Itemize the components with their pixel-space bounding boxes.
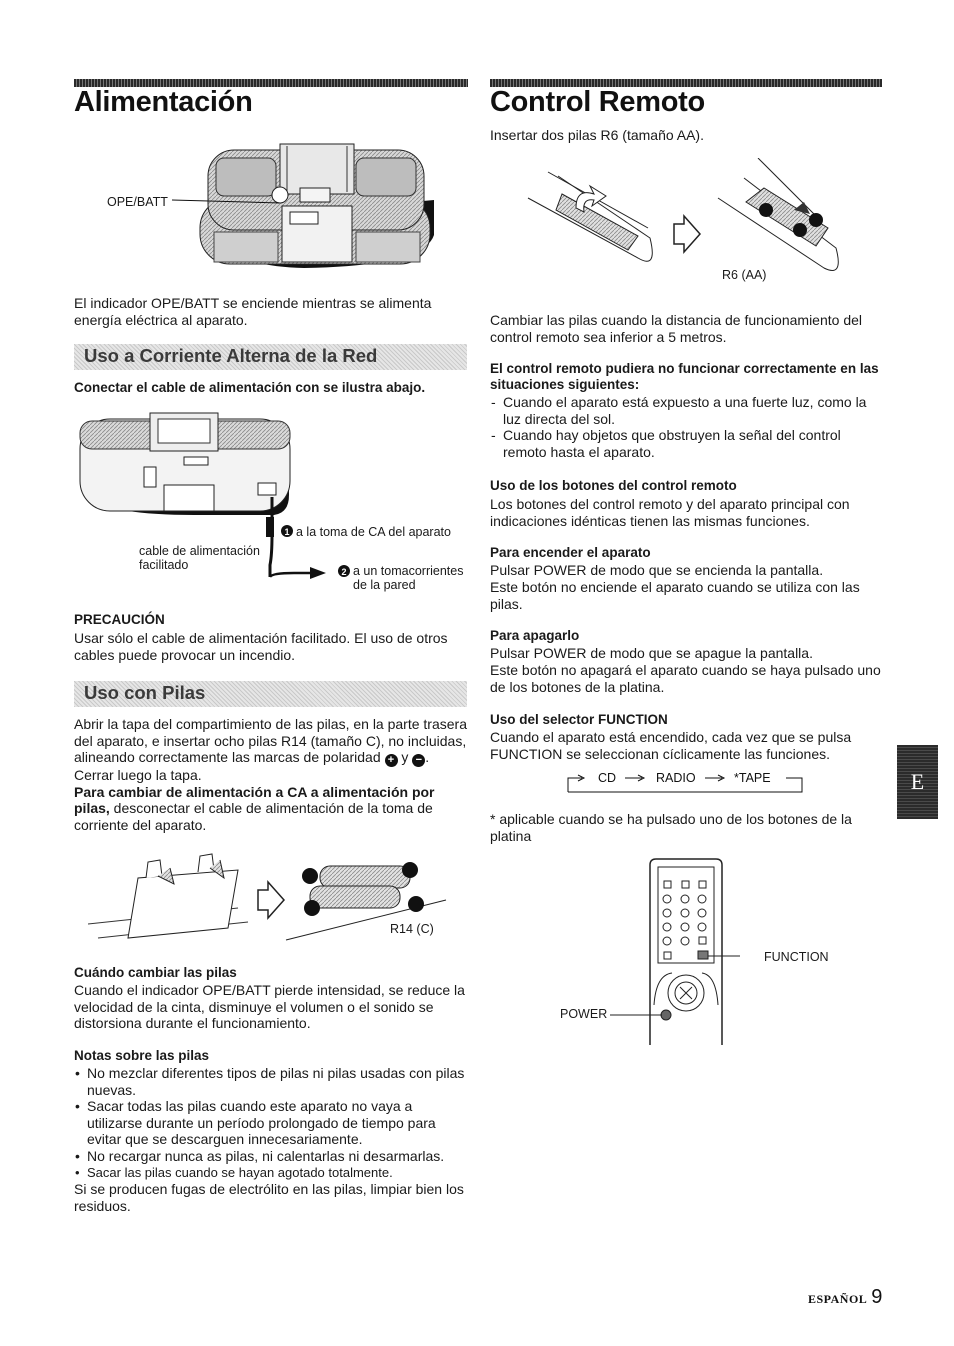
power-on-line1: Pulsar POWER de modo que se encienda la pantalla. bbox=[490, 562, 824, 578]
caution-text: Usar sólo el cable de alimentación facilitado. El uso de otros cables puede provocar un incendio. bbox=[74, 630, 448, 663]
notes-title: Notas sobre las pilas bbox=[74, 1048, 210, 1063]
list-item: - Cuando el aparato está expuesto a una fuerte luz, como la luz directa del sol. bbox=[490, 394, 884, 427]
callout-number-1: 1 bbox=[284, 527, 290, 537]
page-footer bbox=[808, 1286, 882, 1309]
remote-battery-illustration bbox=[518, 158, 868, 288]
language-side-tab bbox=[897, 745, 938, 819]
section-title-alimentacion: Alimentación bbox=[74, 86, 253, 118]
function-text: Cuando el aparato está encendido, cada vez que se pulsa FUNCTION se seleccionan cíclicamente las funciones. bbox=[490, 729, 852, 762]
cycle-step-cd: CD bbox=[598, 771, 617, 785]
ac-section-band bbox=[74, 344, 467, 370]
cycle-step-radio: RADIO bbox=[656, 771, 696, 785]
section-title-control-remoto: Control Remoto bbox=[490, 86, 705, 118]
ac-instruction: Conectar el cable de alimentación con se ilustra abajo. bbox=[74, 380, 426, 395]
function-cycle-diagram bbox=[560, 766, 810, 796]
battery-r14-label: R14 (C) bbox=[390, 922, 434, 936]
ac-label-1: a la toma de CA del aparato bbox=[296, 525, 451, 539]
function-note: * aplicable cuando se ha pulsado uno de los botones de la platina bbox=[490, 811, 852, 844]
ope-batt-intro: El indicador OPE/BATT se enciende mientras se alimenta energía eléctrica al aparato. bbox=[74, 295, 432, 328]
language-side-tab-letter: E bbox=[910, 769, 925, 794]
list-item: • No recargar nunca as pilas, ni calentarlas ni desarmarlas. bbox=[74, 1148, 468, 1165]
polarity-and: y bbox=[401, 749, 409, 766]
notes-list bbox=[74, 1065, 468, 1181]
notes-footer: Si se producen fugas de electrólito en las pilas, limpiar bien los residuos. bbox=[74, 1181, 464, 1214]
buttons-use-text: Los botones del control remoto y del aparato principal con indicaciones idénticas tienen las mismas funciones. bbox=[490, 496, 850, 529]
battery-switch-bold: Para cambiar de alimentación a CA a alimentación por pilas, bbox=[74, 783, 435, 817]
battery-text-end: . Cerrar luego la tapa. bbox=[74, 749, 430, 784]
ac-label-2-line2: de la pared bbox=[353, 578, 416, 592]
insert-batteries-text: Insertar dos pilas R6 (tamaño AA). bbox=[490, 127, 704, 143]
when-change-text: Cuando el indicador OPE/BATT pierde intensidad, se reduce la velocidad de la cinta, disminuye el volumen o el sonido se distorsiona durante el funcionamiento. bbox=[74, 982, 465, 1032]
list-item: • Sacar todas las pilas cuando este aparato no vaya a utilizarse durante un período prolongado de tiempo para evitar que se descarguen innecesariamente. bbox=[74, 1098, 468, 1148]
caution-title: PRECAUCIÓN bbox=[74, 612, 165, 627]
ope-batt-callout: OPE/BATT bbox=[107, 195, 168, 209]
function-title: Uso del selector FUNCTION bbox=[490, 712, 668, 727]
may-fail-list bbox=[490, 394, 884, 460]
list-item: - Cuando hay objetos que obstruyen la señal del control remoto hasta el aparato. bbox=[490, 427, 884, 460]
buttons-use-title: Uso de los botones del control remoto bbox=[490, 478, 737, 493]
battery-section-band bbox=[74, 681, 467, 707]
footer-language: ESPAÑOL bbox=[808, 1292, 868, 1306]
cycle-step-tape: *TAPE bbox=[734, 771, 771, 785]
battery-text: Abrir la tapa del compartimiento de las pilas, en la parte trasera del aparato, e insertar ocho pilas R14 (tamaño C), no incluidas, alineando correctamente las marcas de polaridad bbox=[74, 716, 467, 766]
power-on-title: Para encender el aparato bbox=[490, 545, 651, 560]
battery-text-block bbox=[74, 716, 470, 784]
power-off-line1: Pulsar POWER de modo que se apague la pantalla. bbox=[490, 645, 813, 661]
may-fail-title: El control remoto pudiera no funcionar correctamente en las situaciones siguientes: bbox=[490, 361, 879, 392]
cable-label-line1: cable de alimentación bbox=[139, 544, 260, 558]
battery-section-heading: Uso con Pilas bbox=[84, 682, 206, 703]
polarity-minus-icon: − bbox=[412, 754, 425, 767]
power-on-line2: Este botón no enciende el aparato cuando se utiliza con las pilas. bbox=[490, 579, 860, 612]
battery-switch-text: desconectar el cable de alimentación de la toma de corriente del aparato. bbox=[74, 800, 433, 833]
list-item: • No mezclar diferentes tipos de pilas ni pilas usadas con pilas nuevas. bbox=[74, 1065, 468, 1098]
function-button-label: FUNCTION bbox=[764, 950, 829, 964]
r6-label: R6 (AA) bbox=[722, 268, 767, 282]
callout-number-2: 2 bbox=[341, 567, 347, 577]
battery-instructions bbox=[74, 716, 470, 834]
power-button-label: POWER bbox=[560, 1007, 608, 1021]
power-off-title: Para apagarlo bbox=[490, 628, 580, 643]
remote-control-illustration bbox=[610, 855, 740, 1055]
change-remote-batteries: Cambiar las pilas cuando la distancia de funcionamiento del control remoto sea inferior a 5 metros. bbox=[490, 312, 862, 345]
battery-switch-block bbox=[74, 784, 470, 834]
cable-label-line2: facilitado bbox=[139, 558, 189, 572]
list-item: • Sacar las pilas cuando se hayan agotado totalmente. bbox=[74, 1165, 468, 1182]
page-number: 9 bbox=[871, 1286, 883, 1308]
ac-label-2-line1: a un tomacorrientes bbox=[353, 564, 464, 578]
when-change-title: Cuándo cambiar las pilas bbox=[74, 965, 237, 980]
ac-section-heading: Uso a Corriente Alterna de la Red bbox=[84, 345, 378, 366]
polarity-plus-icon: + bbox=[385, 754, 398, 767]
power-off-line2: Este botón no apagará el aparato cuando se haya pulsado uno de los botones de la platina. bbox=[490, 662, 881, 695]
